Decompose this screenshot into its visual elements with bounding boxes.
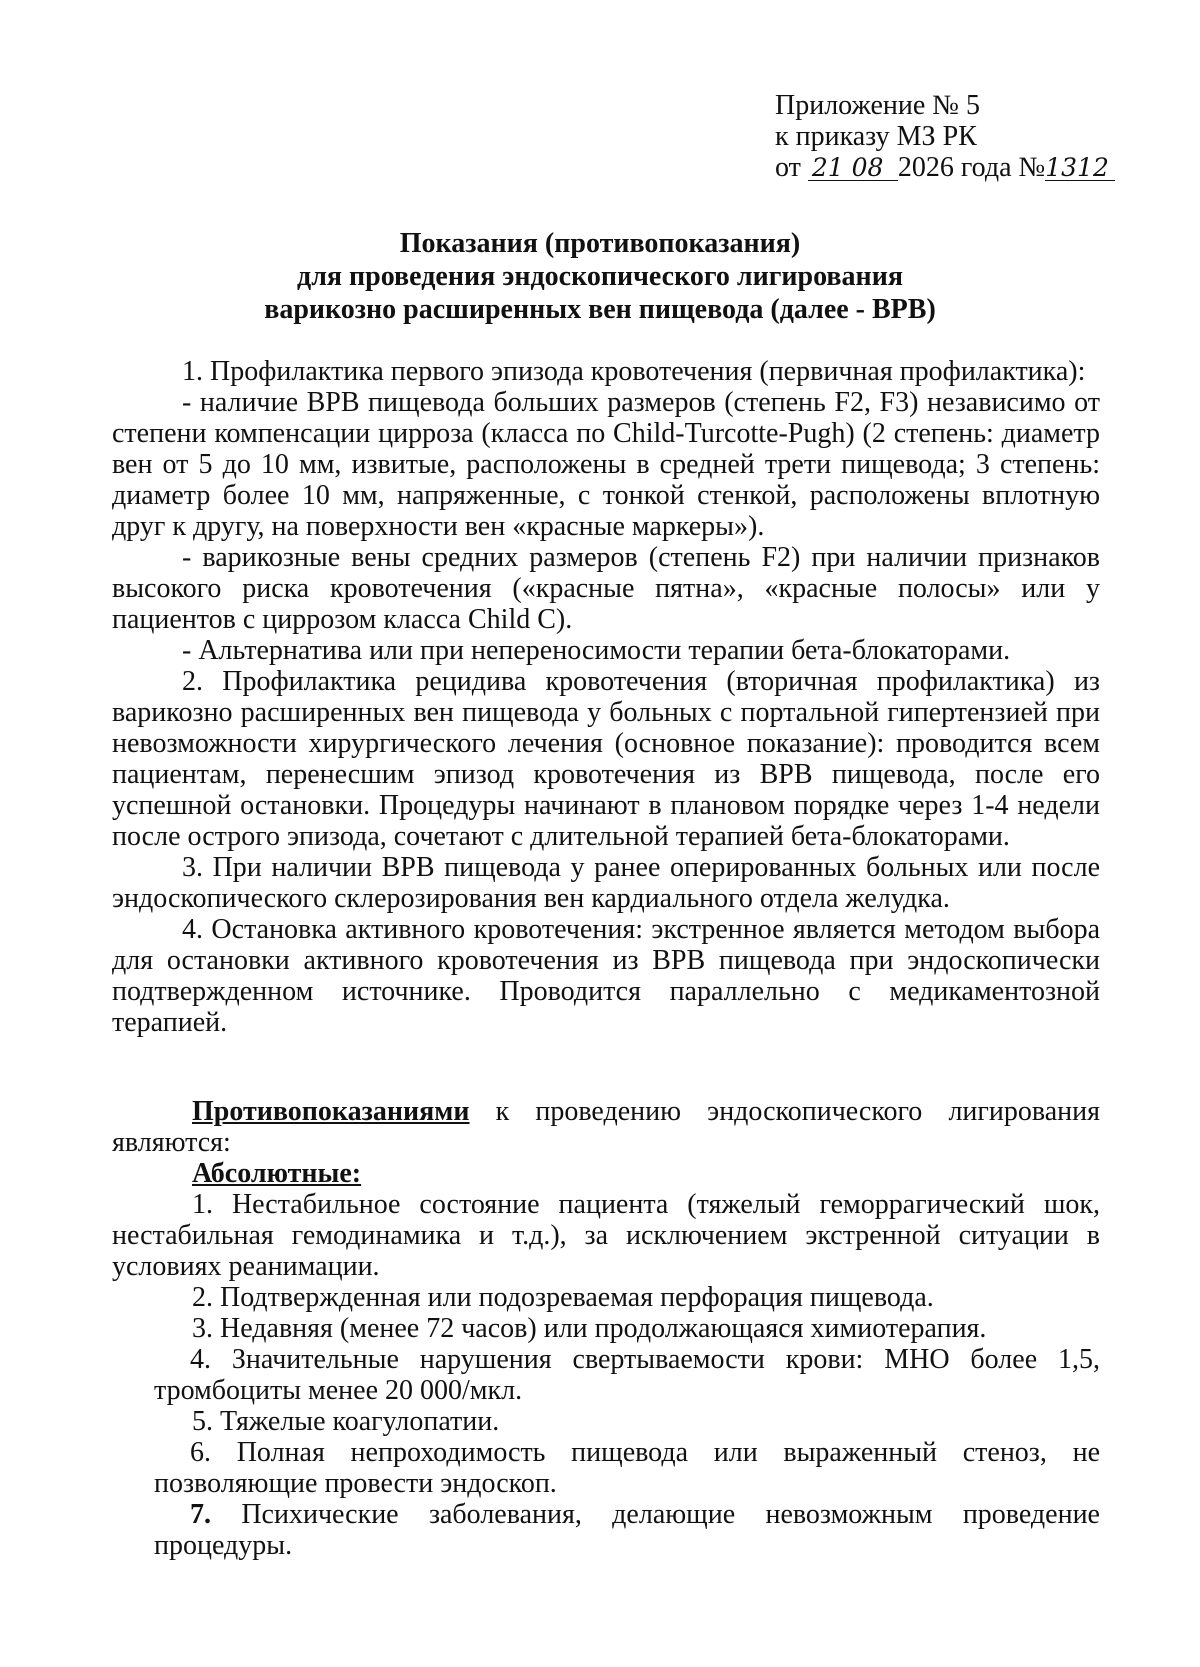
handwritten-date: 21 08 (808, 156, 898, 181)
item-number: 4. (190, 1344, 211, 1375)
indication-paragraph: - наличие ВРВ пищевода больших размеров (степень F2, F3) независимо от степени компенсации цирроза (класса по Child-Turcotte-Pugh) (2 степень: диаметр вен от 5 до 10 мм, извитые, расположены в средней трети пищевода; 3 степень: диаметр более 10 мм, напряженные, с тонкой стенкой, расположены вплотную друг к другу, на поверхности вен «красные маркеры»). (112, 387, 1100, 542)
absolute-heading-row (112, 1158, 1100, 1189)
contraindication-item (112, 1344, 1100, 1406)
contraindication-item (112, 1406, 1100, 1437)
order-reference: к приказу МЗ РК (775, 121, 977, 152)
item-number: 3. (192, 1313, 213, 1344)
contraindications-intro-text: к проведению эндоскопического лигирования являются: (112, 1096, 1100, 1158)
item-text: Нестабильное состояние пациента (тяжелый геморрагический шок, нестабильная гемодинамика и т.д.), за исключением экстренной ситуации в условиях реанимации. (112, 1189, 1100, 1282)
indication-paragraph: - варикозные вены средних размеров (степень F2) при наличии признаков высокого риска кровотечения («красные пятна», «красные полосы» или у пациентов с циррозом класса Child C). (112, 542, 1100, 635)
document-body (112, 356, 1100, 1561)
item-number: 7. (190, 1499, 211, 1530)
item-number: 5. (192, 1406, 213, 1437)
contraindications-heading: Противопоказаниями (192, 1096, 470, 1127)
item-number: 1. (192, 1189, 213, 1220)
item-number: 2. (192, 1282, 213, 1313)
handwritten-order-number: 1312 (1045, 156, 1115, 181)
title-line-2: для проведения эндоскопического лигирования (297, 261, 903, 292)
indication-paragraph: 4. Остановка активного кровотечения: экстренное является методом выбора для остановки активного кровотечения из ВРВ пищевода при эндоскопически подтвержденном источнике. Проводится параллельно с медикаментозной терапией. (112, 914, 1100, 1038)
title-line-1: Показания (противопоказания) (399, 228, 801, 259)
date-prefix: от (775, 152, 801, 183)
contraindication-item (112, 1282, 1100, 1313)
item-text: Подтвержденная или подозреваемая перфорация пищевода. (213, 1282, 934, 1313)
item-text: Недавняя (менее 72 часов) или продолжающаяся химиотерапия. (213, 1313, 987, 1344)
item-text: Тяжелые коагулопатии. (213, 1406, 500, 1437)
indication-paragraph: - Альтернатива или при непереносимости терапии бета-блокаторами. (182, 635, 1011, 666)
item-text: Психические заболевания, делающие невозможным проведение процедуры. (154, 1499, 1100, 1561)
date-year-number-label: 2026 года № (897, 152, 1046, 183)
title-line-3: варикозно расширенных вен пищевода (далее - ВРВ) (264, 294, 936, 325)
appendix-reference (775, 90, 1155, 183)
indication-paragraph: 3. При наличии ВРВ пищевода у ранее оперированных больных или после эндоскопического склерозирования вен кардиального отдела желудка. (112, 852, 1100, 914)
contraindication-item (112, 1189, 1100, 1282)
indication-paragraph: 2. Профилактика рецидива кровотечения (вторичная профилактика) из варикозно расширенных вен пищевода у больных с портальной гипертензией при невозможности хирургического лечения (основное показание): проводится всем пациентам, перенесшим эпизод кровотечения из ВРВ пищевода, после его успешной остановки. Процедуры начинают в плановом порядке через 1-4 недели после острого эпизода, сочетают с длительной терапией бета-блокаторами. (112, 666, 1100, 852)
contraindication-item (112, 1437, 1100, 1499)
item-text: Полная непроходимость пищевода или выраженный стеноз, не позволяющие провести эндоскоп. (154, 1437, 1100, 1499)
appendix-number: Приложение № 5 (775, 90, 980, 121)
document-title (112, 227, 1088, 326)
contraindication-item (112, 1499, 1100, 1561)
item-number: 6. (190, 1437, 211, 1468)
contraindication-item (112, 1313, 1100, 1344)
item-text: Значительные нарушения свертываемости крови: МНО более 1,5, тромбоциты менее 20 000/мкл. (154, 1344, 1100, 1406)
absolute-heading: Абсолютные: (192, 1158, 362, 1189)
indication-paragraph: 1. Профилактика первого эпизода кровотечения (первичная профилактика): (182, 356, 1086, 387)
contraindications-intro (112, 1096, 1100, 1158)
order-date-line (775, 152, 1155, 183)
